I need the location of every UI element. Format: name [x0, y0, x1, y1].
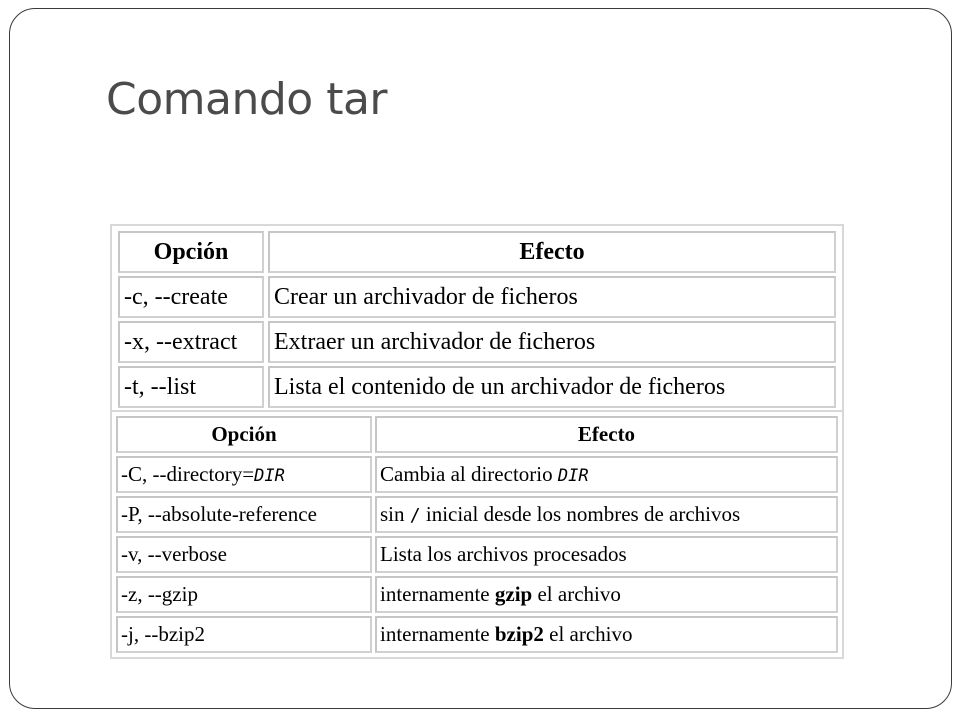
tar-extra-options-table [110, 410, 844, 659]
table-row [116, 616, 838, 653]
effect-text: el archivo [532, 582, 621, 606]
effect-text: Cambia al directorio [380, 462, 558, 486]
effect-cell [375, 576, 838, 613]
table-row [118, 366, 836, 408]
effect-cell: Lista el contenido de un archivador de ficheros [268, 366, 836, 408]
effect-text: inicial desde los nombres de archivos [420, 502, 741, 526]
table-row [116, 576, 838, 613]
effect-cell: Extraer un archivador de ficheros [268, 321, 836, 363]
effect-cell: Lista los archivos procesados [375, 536, 838, 573]
effect-cell [375, 456, 838, 493]
option-cell: -j, --bzip2 [116, 616, 372, 653]
header-effect: Efecto [375, 416, 838, 453]
option-cell: -t, --list [118, 366, 264, 408]
effect-variable: DIR [557, 466, 589, 486]
table-header-row [118, 231, 836, 273]
table-row [116, 536, 838, 573]
header-option: Opción [116, 416, 372, 453]
effect-text: internamente [380, 582, 495, 606]
table-row [116, 456, 838, 493]
effect-text: internamente [380, 622, 495, 646]
effect-bold: bzip2 [494, 622, 544, 646]
slide-title: Comando tar [106, 74, 387, 125]
header-option: Opción [118, 231, 264, 273]
table-row [116, 496, 838, 533]
effect-cell: Crear un archivador de ficheros [268, 276, 836, 318]
option-cell: -z, --gzip [116, 576, 372, 613]
option-cell: -v, --verbose [116, 536, 372, 573]
effect-slash: / [409, 505, 421, 526]
tar-main-options-table [110, 224, 844, 415]
effect-cell [375, 496, 838, 533]
option-cell: -P, --absolute-reference [116, 496, 372, 533]
option-cell: -x, --extract [118, 321, 264, 363]
header-effect: Efecto [268, 231, 836, 273]
effect-text: el archivo [543, 622, 633, 646]
option-variable: DIR [254, 466, 285, 486]
option-cell [116, 456, 372, 493]
table-header-row [116, 416, 838, 453]
effect-text: sin [380, 502, 410, 526]
option-text: -C, --directory= [121, 462, 255, 486]
table-row [118, 276, 836, 318]
effect-bold: gzip [494, 582, 533, 606]
option-cell: -c, --create [118, 276, 264, 318]
table-row [118, 321, 836, 363]
effect-cell [375, 616, 838, 653]
